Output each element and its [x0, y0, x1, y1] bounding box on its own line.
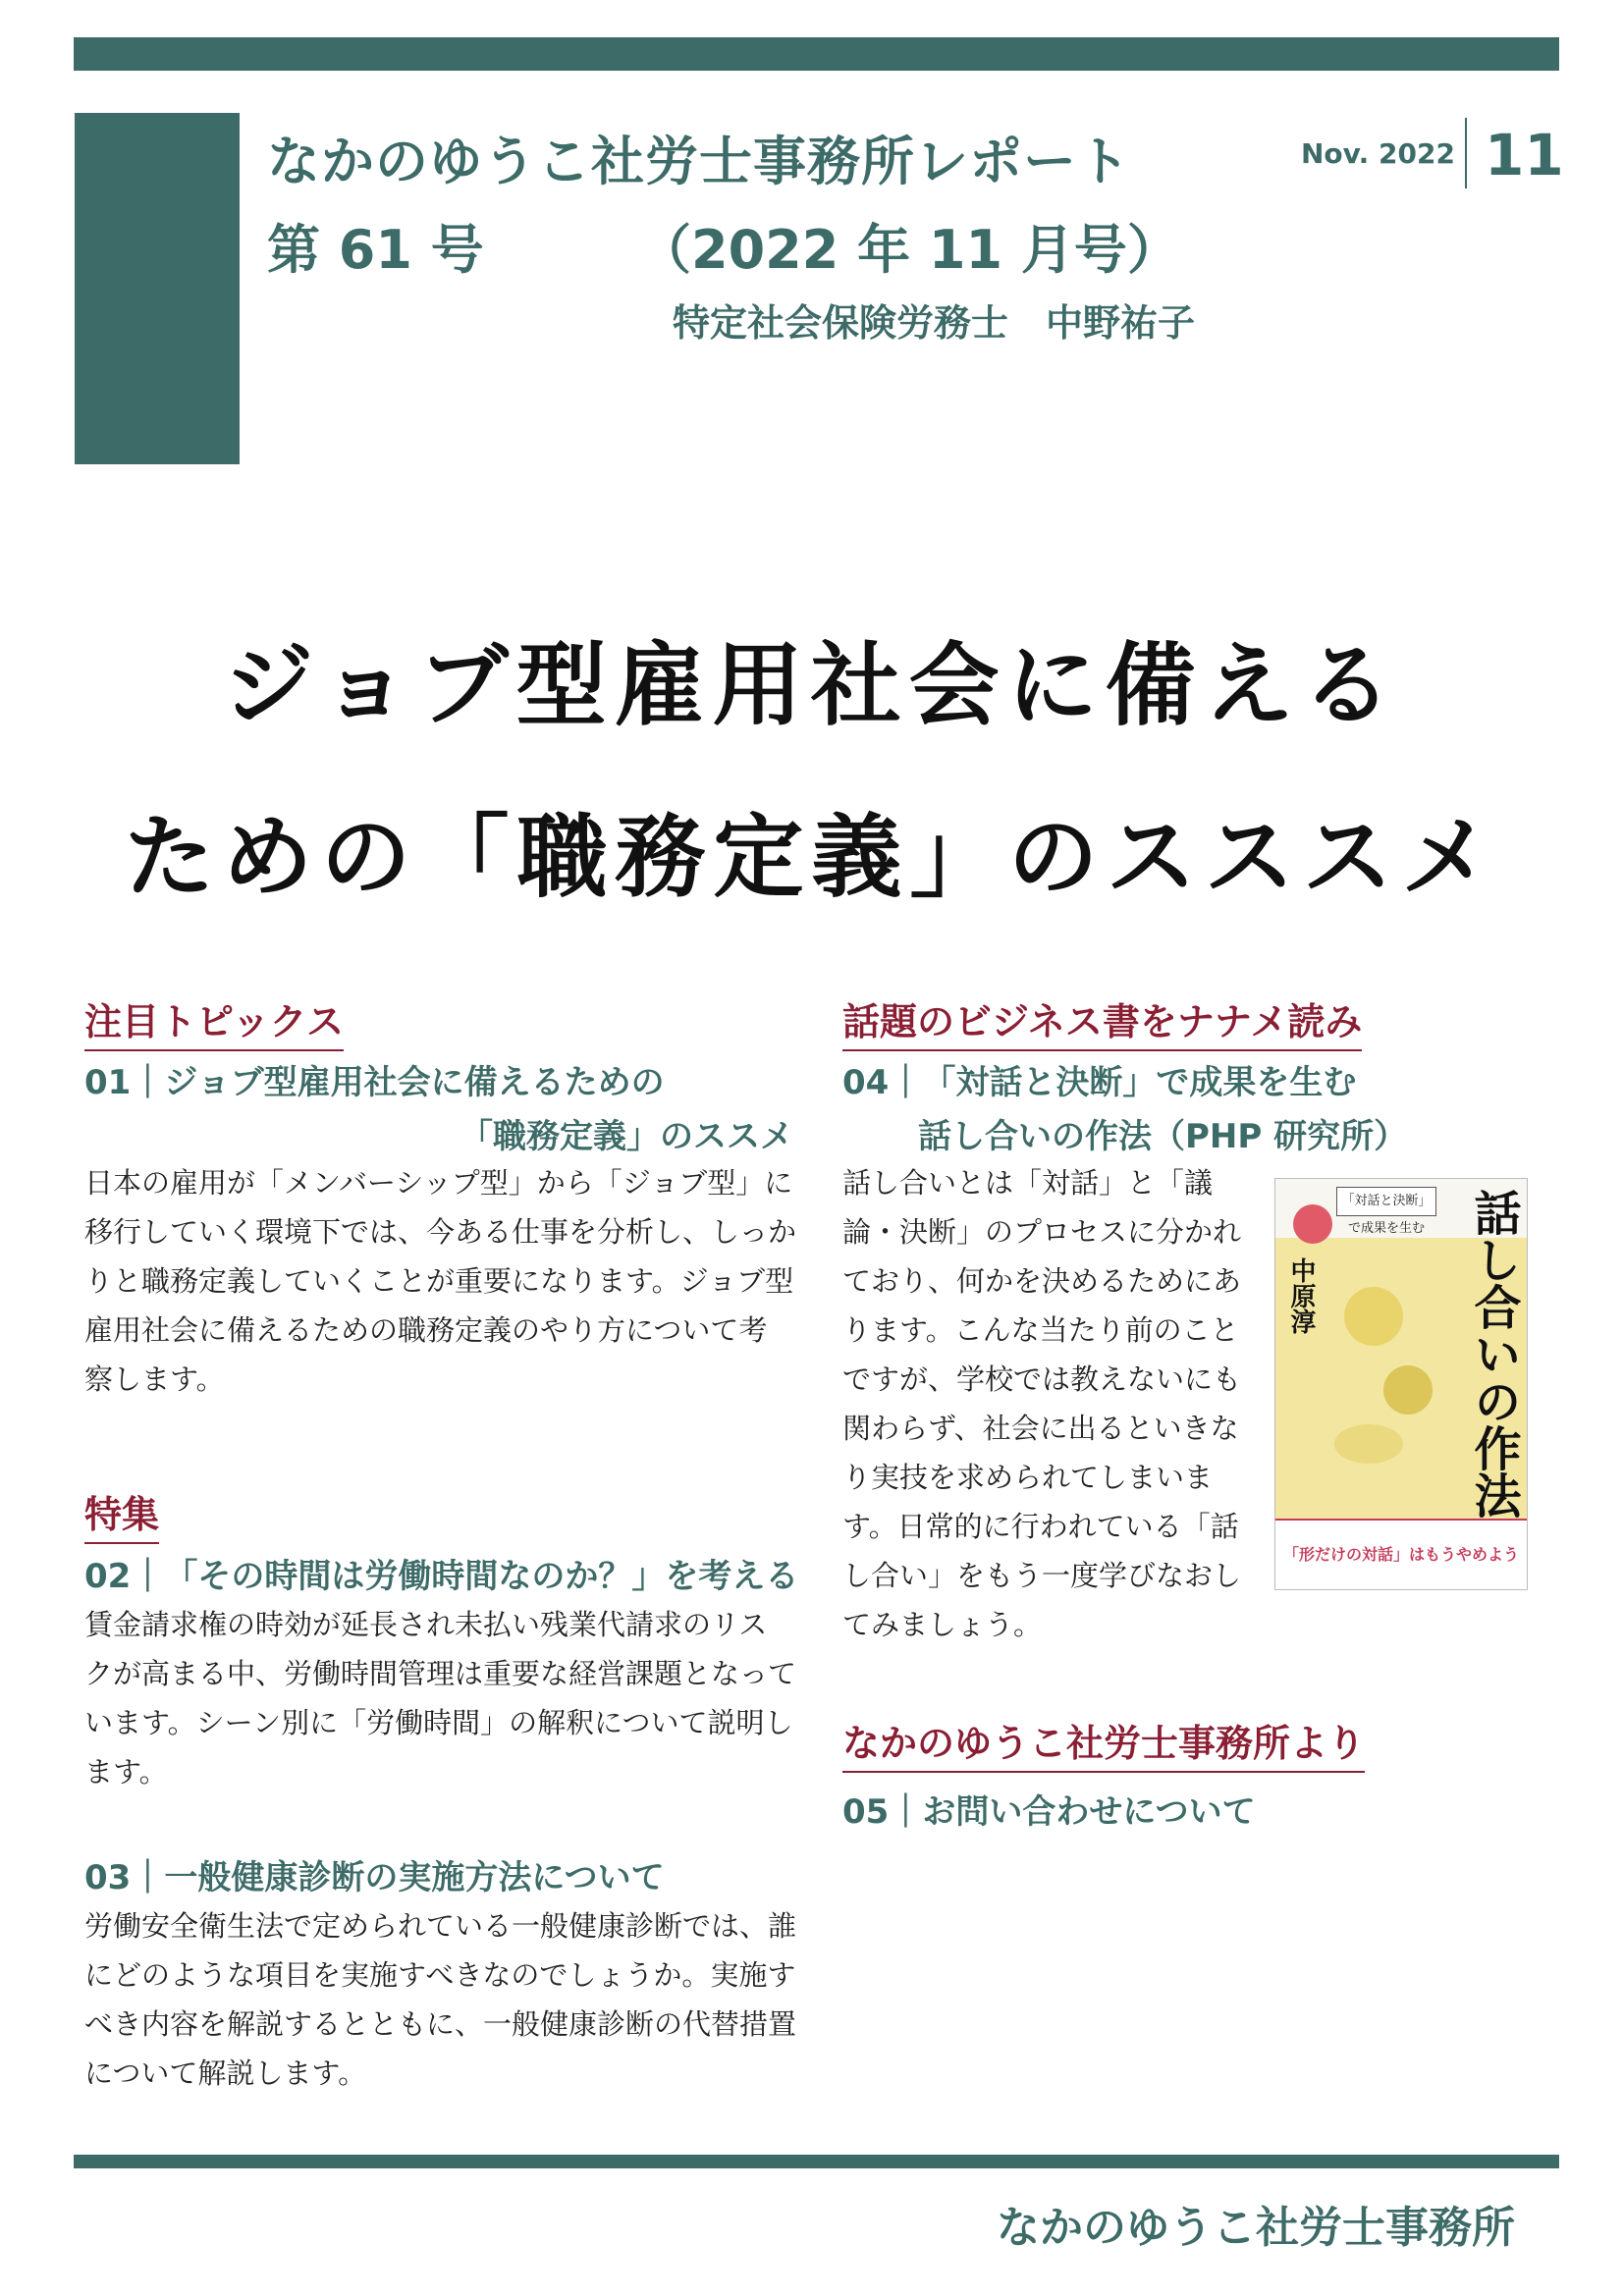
book-cover-image [1274, 1178, 1528, 1590]
article-03-body: 労働安全衛生法で定められている一般健康診断では、誰 にどのような項目を実施すべきなのでしょうか。実施す べき内容を解説するとともに、一般健康診断の代替措置 について解説します。 [84, 1909, 797, 2090]
month-number: 11 [1485, 122, 1564, 188]
main-title-line-1: ジョブ型雇用社会に備える [223, 633, 1400, 738]
article-04-heading-line-2: 話し合いの作法（PHP 研究所） [918, 1117, 1408, 1156]
book-illustration-shape [1344, 1287, 1403, 1346]
top-color-bar [74, 37, 1559, 71]
issue-number: 第 61 号 [267, 219, 484, 281]
article-01-heading-line-2: 「職務定義」のススメ [460, 1117, 793, 1156]
section-heading-topics: 注目トピックス [84, 991, 344, 1051]
article-02-heading: 02｜「その時間は労働時間なのか？」を考える [84, 1557, 799, 1596]
book-illustration-shape [1334, 1424, 1403, 1464]
header-side-block [75, 113, 240, 464]
book-publisher-logo [1293, 1204, 1332, 1244]
issue-date: （2022 年 11 月号） [638, 219, 1180, 281]
section-heading-feature: 特集 [84, 1484, 159, 1544]
report-title: なかのゆうこ社労士事務所レポート [267, 131, 1131, 192]
book-tagline: 「対話と決断」で成果を生む [1336, 1187, 1436, 1216]
article-03-heading: 03｜一般健康診断の実施方法について [84, 1858, 665, 1897]
article-02-body: 賃金請求権の時効が延長され未払い残業代請求のリス クが高まる中、労働時間管理は重要な経営課題となって います。シーン別に「労働時間」の解釈について説明し ます。 [84, 1608, 797, 1789]
date-en: Nov. 2022 [1301, 137, 1455, 170]
article-04-heading-line-1: 04｜「対話と決断」で成果を生む [842, 1063, 1357, 1102]
book-author: 中原淳 [1286, 1257, 1316, 1334]
article-01-body: 日本の雇用が「メンバーシップ型」から「ジョブ型」に 移行していく環境下では、今ある仕事を分析し、しっか りと職務定義していくことが重要になります。ジョブ型 雇用社会に備えるための職務定義のやり方について考 察します。 [84, 1166, 797, 1396]
main-title-line-2: ための「職務定義」のスススメ [124, 805, 1499, 910]
book-band [1275, 1519, 1528, 1589]
article-05-heading: 05｜お問い合わせについて [842, 1792, 1256, 1832]
book-band-text: 「形だけの対話」はもうやめよう [1283, 1545, 1520, 1564]
section-heading-business-books: 話題のビジネス書をナナメ読み [842, 991, 1362, 1051]
book-title: 話し合いの作法 [1466, 1189, 1521, 1519]
footer-office-name: なかのゆうこ社労士事務所 [997, 2203, 1515, 2253]
author-name: 特定社会保険労務士 中野祐子 [673, 301, 1196, 345]
article-01-heading-line-1: 01｜ジョブ型雇用社会に備えるための [84, 1063, 665, 1102]
section-heading-office: なかのゆうこ社労士事務所より [842, 1713, 1365, 1773]
book-illustration-shape [1383, 1365, 1433, 1415]
article-04-body: 話し合いとは「対話」と「議 論・決断」のプロセスに分かれ ており、何かを決めるためにあ ります。こんな当たり前のこと ですが、学校では教えないにも 関わらず、社会に出るといきな り実技を求められてしまいま す。日常的に行われている「話 し合い」をもう一度学びなおし てみましょう。 [842, 1166, 1242, 1641]
bottom-color-bar [74, 2155, 1559, 2168]
header-divider [1465, 118, 1467, 188]
